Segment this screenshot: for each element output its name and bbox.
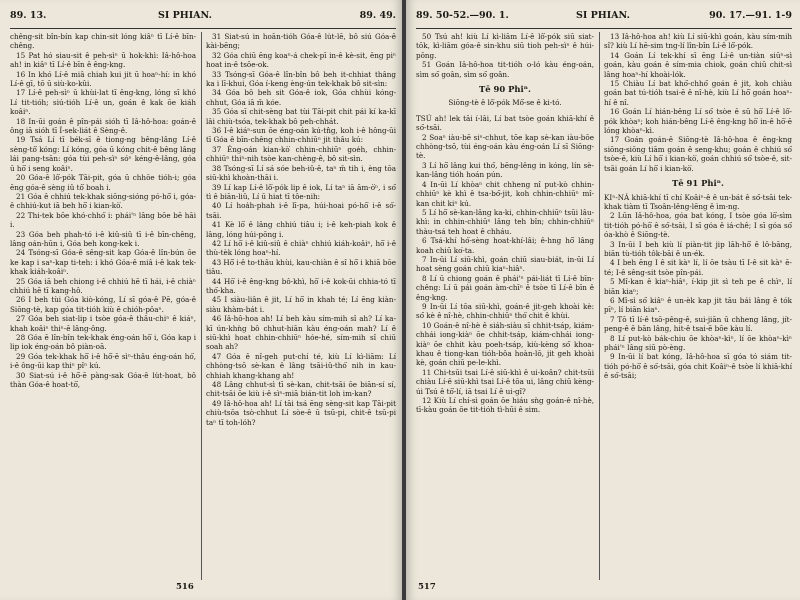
verse: 9 In-ūi Lí tōa siū-khì, goán-ê jit-geh khoài kè: só͘ kè ê nî-hè, chhin-chhiūⁿ thó͘ chit ê khùi.	[416, 301, 594, 321]
verse: 23 Góa beh phah-tó i-ê kiû-siû tī i-ê bīn-chêng, lâng oán-hūn i, Góa beh kong-kek i.	[10, 229, 196, 248]
running-header	[10, 10, 396, 24]
verse: 5 Lí hō͘ sè-kan-lâng ka-ki, chhin-chhiūⁿ tsūi lâu-khì: in chhin-chhiūⁿ lâng teh bîn; chhin-chhiūⁿ thàu-tsá teh hoat ê chháu.	[416, 207, 594, 236]
verse: 29 Góa tek-khak hō͘ i-ê hō͘-ē sìⁿ-thâu éng-oán hó͘, i-ê ông-ūi kap thiⁿ pîⁿ kú.	[10, 351, 196, 371]
text-column-right	[206, 32, 396, 580]
verse: 45 I siàu-liân ê jit, Lí hō͘ in khah té; Lí ēng kiàn-siàu khàm-bát i.	[206, 295, 396, 314]
header-left: 89. 50-52.—90. 1.	[416, 10, 509, 21]
verse: 32 Góa chiū ēng koaⁿ-á chek-pī in-ê kè-sit, ēng piⁿ hoat in-ê tsōe-ok.	[206, 50, 396, 70]
verse: 7 Tō tī lí-ê tsō-pêng-ê, sui-jiān ū chheng lâng, jít-peng-ê ē bān lâng, hit-ê tsai-ē bōe kàu lí.	[604, 314, 792, 334]
verse: 15 Chiàu Lí bat khó͘-chhó͘ goán ê jit, koh chiàu goán bat tú-tióh tsai-ē ê nî-hè, kiù Lí hō͘ goán hoaⁿ-hí ê nî.	[604, 79, 792, 107]
verse: 15 Pat hó siau-sit ê peh-sìⁿ ū hok-khì: Iâ-hô-hoa ah! in kiâⁿ tī Lí-ê bīn ê êng-kng.	[10, 50, 196, 70]
verse: 22 Thi-tek bōe khó-chhó͘ i: phái'ⁿ lâng bōe bē hāi i.	[10, 210, 196, 230]
chapter-heading: Tē 91 Phiⁿ.	[672, 178, 724, 189]
verse: 5 Mî-kan ê kiaⁿ-hiâⁿ, í-kip jit sì teh pe ê chìⁿ, lí biān kiaⁿ;	[604, 277, 792, 296]
verse: 12 Kiù Lí chí-sì goán ōe hiáu sǹg goán-ê nî-hè, tī-kàu goán ōe tit-tióh tì-hūi ê sim.	[416, 396, 594, 415]
header-right: 90. 17.—91. 1-9	[709, 10, 792, 21]
verse: 8 Lí put-kò bák-chiu ōe khòaⁿ-kìⁿ, lí ōe khòaⁿ-kìⁿ phái'ⁿ lâng siū pò-èng.	[604, 333, 792, 352]
verse: 49 Iâ-hô-hoa ah! Lí tāi tsá ēng sèng-sit kap Tāi-pit chiù-tsōa tsò-chhut Lí sòe-ê ū tsū-pi, chit-ê tsū-pi taⁿ tī toh-lóh?	[206, 398, 396, 427]
verse: 8 Lí ū chiong goán ê phái'ⁿ pái-liát tī Lí-ê bīn-chêng: Lí ū pái goán àm-chīⁿ ê tsòe tī Lí-ê bīn ê êng-kng.	[416, 273, 594, 302]
verse: 16 In khó Lí-ê miâ chiah kui jit ū hoaⁿ-hí: in khó Lí-ê gī, tō ū siù-ko-kûi.	[10, 69, 196, 89]
verse: 4 I beh ēng I ê sit kàⁿ lí, lí ōe tsàu tī I-ê sit kàⁿ ē-té; I-ê sêng-sit tsòe pîn-pái.	[604, 258, 792, 277]
header-rule	[416, 28, 792, 29]
text-column-left	[10, 32, 196, 580]
verse: 37 Éng-oán kian-kò͘ chhin-chhiūⁿ goe̍h, chhin-chhiūⁿ thiⁿ-nih tsòe kan-chèng-ê, bô sit-sìn.	[206, 144, 396, 164]
verse: 2 Lūn Iâ-hô-hoa, góa bat kóng, I tsòe góa lō͘-sìm tit-tióh pó-hō͘ ê só͘-tsāi, I sī góa ê iá-chê; I sī góa só͘ óa-khò ê Siōng-tè.	[604, 211, 792, 240]
verse: 33 Tsóng-sī Góa-ê lîn-bîn bô beh it-chhiat thâng ka i lī-khui, Góa í-keng èng-ún tek-khak bô sit-sìn:	[206, 69, 396, 89]
verse: 6 Mî-sì só͘ kiâⁿ ê un-èk kap jit tāu bái lâng ê tók pīⁿ, lí biān kiaⁿ.	[604, 295, 792, 315]
right-page	[406, 0, 800, 600]
chapter-heading: Tē 90 Phiⁿ.	[479, 84, 531, 95]
header-rule	[10, 28, 396, 29]
header-right: 89. 49.	[359, 10, 396, 21]
verse: 47 Góa ê nî-geh put-chí té, kiù Lí kì-liām: Lí chhòng-tsō sè-kan ê lâng tsāi-iû-thó͘ nih in kau-chhiah khang-khang ah!	[206, 351, 396, 380]
verse: 14 Goán Lí tek-khí sī ēng Lí-ê un-tiàn siūⁿ-sì goán, kàu goán ê sím-mia chiok, goán chiū chit-sì lâng hoaⁿ-hí khoài-lók.	[604, 50, 792, 79]
column-divider	[201, 32, 202, 580]
running-header	[416, 10, 792, 24]
verse: 18 In-ūi goán ê pîn-pái sióh tī Iâ-hô-hoa: goán-ê ông iā sióh tī Í-sek-liát ê Sèng-ê.	[10, 116, 196, 136]
header-center: SI PHIAN.	[576, 10, 630, 21]
verse: KIⁿ-NÁ khiā-khí tī chí Koâiⁿ-ê ê un-bát ê só͘-tsāi tek-khak tiàm tī Tsoân-lêng-lēng ê ìm-ng.	[604, 192, 792, 211]
page-number: 516	[176, 582, 194, 592]
verse: 41 Kè lō͘ ê lâng chhiú tiâu i; i-ê keh-piah kok ê lâng, lóng húi-pōng i.	[206, 220, 396, 239]
chapter-summary: Siōng-tè ê lô͘-pók Mô͘-se ê ki-tó.	[448, 98, 562, 108]
verse: TSÚ ah! lek tāi í-lâi, Lí bat tsòe goán khiā-khí ê só͘-tsāi.	[416, 113, 594, 133]
verse: 35 Góa sī chit-sèng bat tùi Tāi-pit chit pái kí ka-kī lâi chiù-tsóa, tek-khak bô peh-chhát.	[206, 107, 396, 126]
verse: 3 Lí hō͘ lâng kui thó͘, bēng-lêng in kóng, lín sè-kan-lâng tióh hoán pún.	[416, 160, 594, 180]
verse: 30 Siat-sú i-ê hō͘-ē pàng-sak Góa-ê lu̍t-hoat, bô thàn Góa-ê hoat-tō͘,	[10, 370, 196, 390]
verse: 26 I beh tùi Góa kiò-kóng, Lí sī góa-ê Pē, góa-ê Siōng-tè, kap góa tit-tióh kiù ê chióh-pôaⁿ.	[10, 295, 196, 314]
verse: chêng-sit bîn-bín kap chin-sit lóng kiâⁿ tī Lí-ê bīn-chêng.	[10, 32, 196, 51]
verse: 36 I-ê kiáⁿ-sun ōe éng-oán kú-tn̂g, koh i-ê hông-ūi tī Góa ê bīn-chêng chhin-chhiūⁿ jit thâu kú:	[206, 126, 396, 145]
verse: 48 Lâng chhut-sì tī sè-kan, chit-tsāi ōe biān-sí sí, chit-tsāi ōe kiù i-ê sìⁿ-miā bián-tit loh im-kan?	[206, 380, 396, 399]
verse: 16 Goán Lí hián-bêng Lí só͘ tsòe ê sū hō͘ Lí-ê lô͘-pók khòaⁿ; koh hián-bêng Lí-ê êng-kng hō͘ in-ê hō͘-ē lóng khòaⁿ-kì.	[604, 107, 792, 136]
verse: 42 Lí hō͘ i-ê kiû-siû ê chiàⁿ chhiú kiáh-koâiⁿ, hō͘ i-ê thù-tèk lóng hoaⁿ-hí.	[206, 238, 396, 258]
verse: 11 Chi-tsūi tsai Lí-ê siū-khì ê ui-koân? chit-tsūi chiàu Lí-ê siū-khì tsai Lí-ê tōa ui, lâng chiū kèng-úi Tsú ê tō͘-lí, iā tsai Lí ê ui-gî?	[416, 367, 594, 396]
verse: 27 Góa beh siat-lip i tsòe góa-ê thâu-chiⁿ ê kiáⁿ, khah koâiⁿ thiⁿ-ē lâng-ông.	[10, 314, 196, 333]
text-column-right	[604, 32, 792, 580]
header-left: 89. 13.	[10, 10, 47, 21]
verse: 3 In-ūi I beh kiù lí piàn-tit jip lāh-hō͘ ê lô-bāng, biān tù-tióh tôk-bāi ê un-ék.	[604, 239, 792, 258]
verse: 31 Siat-sú in hoān-tióh Góa-ê lu̍t-lē, bô siú Góa-ê kài-bēng;	[206, 32, 396, 51]
verse: 28 Góa ē lîn-bîn tek-khak éng-oán hō͘ i, Góa kap i lip iok éng-oán bô piàn-oā.	[10, 333, 196, 352]
verse: 39 Lí kap Lí-ê lô͘-pók lip ê iok, Lí taⁿ iā ām-ò͘ⁿ, i só͘ tì ê biān-liû, Lí ū hiat tī tôe-nih:	[206, 182, 396, 201]
verse: 34 Góa bô beh sit Góa-ê iok, Góa chhùi kóng-chhut, Góa iā m̄ kóe.	[206, 88, 396, 107]
verse: 46 Iâ-hô-hoa ah! Lí beh kàu sím-mih sî ah? Lí ka-kī ún-khǹg bô chhut-hiān kàu éng-oán mah? Lí ê siū-khì hoat chhin-chhiūⁿ hóe-hé, sím-mih sî chiū soah ah?	[206, 314, 396, 352]
header-center: SI PHIAN.	[158, 10, 212, 21]
verse: 17 Lí-ê peh-sìⁿ ū khùi-lat tī êng-kng, lóng sī khó Lí tit-tióh; siú-tióh Lí-ê un, goán ê kak ōe kiáh koâiⁿ.	[10, 88, 196, 117]
verse: 10 Goán-ê nî-hè ê siáh-siàu sī chhit-tsáp, kiám-chhái iong-kiàⁿ ōe chhit-tsáp, kiám-chhái iong-kiàⁿ ōe chhit kàu poeh-tsáp, kiù-kèng só͘ khoa-khau ê tiong-kan tióh-bôa hoàn-lō, jit geh khoài kè, goán chiū pe-le-khì.	[416, 320, 594, 368]
verse: 43 Hō͘ i-ê to-thâu khùi, kau-chiàn ê sî hō͘ i khiā bōe tiâu.	[206, 257, 396, 277]
page-number: 517	[418, 582, 436, 592]
verse: 19 Tsá Lí tī bék-sī ê tiong-ng bêng-lâng Lí-ê sèng-tô͘ kóng: Lí kóng, góa ū kóng chit-ê bêng lâng lái pang-tsān: góa tùi peh-sìⁿ sóⁿ kéng-ê-lâng, góa ū hō͘ i seng koâiⁿ.	[10, 135, 196, 173]
verse: 51 Goán Iâ-hô-hoa tit-tióh o-ló kàu éng-oán, sìm só͘ goân, sìm só͘ goân.	[416, 60, 594, 79]
verse: 2 Soaⁿ iàu-bē siⁿ-chhut, tōe kap sè-kan iàu-bōe chhòng-tsō, tùi éng-oán kàu éng-oán Lí sī Siōng-tè.	[416, 132, 594, 161]
verse: 20 Góa-ê lô͘-pók Tāi-pit, góa ū chhōe tióh-i; góa ēng góa-ê sèng iû tô͘ boah i.	[10, 173, 196, 192]
verse: 24 Tsóng-sī Góa-ê sêng-sit kap Góa-ê lîn-bún ōe ke kap i saⁿ-kap ti-teh: i khó Góa-ê miâ i-ê kak tek-khak kiáh-koâiⁿ.	[10, 248, 196, 277]
verse: 6 Tsá-khí hó͘-sèng hoat-khí-lâi; ê-hng hō͘ lâng koah chiū ko͘-ta.	[416, 236, 594, 255]
verse: 17 Goán goán-ê Siōng-tè Iâ-hô-hoa ê êng-kng siōng-siōng tiām goán ê seng-khu; goán ê chhiú só͘ tsòe-ê, kiù Lí hō͘ i kian-kò͘, goán chhiú só͘ tsòe-ê, sit-tsāi goán Lí hō͘ i kian-kò͘.	[604, 135, 792, 173]
verse: 44 Hō͘ i-ê êng-kng bô-khì, hō͘ i-ê kok-ūi chhia-tó tī thó͘-kha.	[206, 276, 396, 295]
verse: 38 Tsóng-sī Lí sá sóe beh-iû-ê, taⁿ m̄ tih i, èng tōa siū-khì khoàn-thāi i.	[206, 163, 396, 183]
verse: 4 In-ūi Lí khòaⁿ chit chheng nî put-kò chhin-chhiūⁿ kè khì ê tsa-bó͘-jit, koh chhin-chhiūⁿ mî-kan chit kiⁿ kú.	[416, 179, 594, 208]
verse: 13 Iâ-hô-hoa ah! kiù Lí siū-khì goán, kàu sím-mih sî? kiù Lí hē-sim tng-lí lîn-bîn Lí-ê lô͘-pók.	[604, 32, 792, 51]
verse: 25 Góa iā beh chiong i-ê chhiú hē tī hái, i-ê chiàⁿ chhiú hē tī kang-hô.	[10, 276, 196, 295]
verse: 9 In-ūi lí bat kóng, Iâ-hô-hoa sī góa tó siám tit-tióh pó-hō͘ ê só͘-tsāi, góa chit Koâiⁿ-ê tsòe lí khiā-khí ê só͘-tsāi;	[604, 352, 792, 381]
column-divider	[599, 32, 600, 580]
verse: 7 In-ūi Lí siū-khì, goán chiū siau-biát, in-ūi Lí hoat sèng goán chiū kiaⁿ-hiâⁿ.	[416, 254, 594, 274]
text-column-left	[416, 32, 594, 580]
verse: 40 Lí hoa̍h-phah i-ê lī-pa, húi-hoai pó-hō͘ i-ê só͘-tsāi.	[206, 201, 396, 220]
verse: 50 Tsú ah! kiù Lí kì-liām Lí-ê lô͘-pók siū siat-tōk, kì-liām góa-ê sin-khu siū tioh peh-sìⁿ ê húi-pōng.	[416, 32, 594, 60]
verse: 21 Góa ê chhiú tek-khak siōng-sióng pó-hō͘ i, góa-ê chhiú-kut iā beh hō͘ i kian-kò͘.	[10, 191, 196, 211]
